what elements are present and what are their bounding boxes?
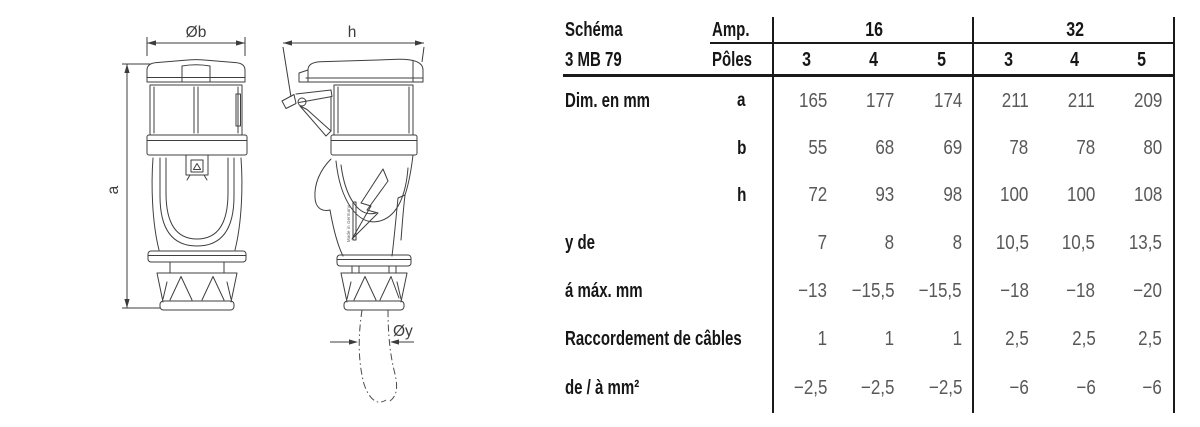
pole-header: 5 xyxy=(1137,49,1147,71)
table-cell: 78 xyxy=(1009,137,1029,159)
row-label: de / à mm² xyxy=(565,376,640,399)
table-cell: −2,5 xyxy=(793,376,828,399)
table-cell: 80 xyxy=(1143,137,1162,159)
table-cell: −13 xyxy=(798,279,828,302)
table-cell: 7 xyxy=(817,231,828,254)
row-label: y de xyxy=(565,231,596,254)
table-cell: 211 xyxy=(1001,89,1029,112)
row-label: Raccordement de câbles xyxy=(565,327,742,350)
pole-header: 4 xyxy=(869,49,879,71)
row-sublabel: b xyxy=(736,137,747,159)
table-cell: 98 xyxy=(943,184,962,206)
table-header-rule-thin xyxy=(710,42,1175,44)
schema-number: 3 MB 79 xyxy=(565,49,622,71)
table-cell: 1 xyxy=(952,327,962,350)
table-cell: 165 xyxy=(798,89,828,112)
table-cell: −18 xyxy=(999,279,1029,302)
table-cell: −20 xyxy=(1133,279,1162,302)
table-cell: 177 xyxy=(866,89,895,112)
row-sublabel xyxy=(710,267,773,315)
pole-header: 3 xyxy=(802,49,812,71)
table-cell: 13,5 xyxy=(1128,231,1162,254)
table-cell: −2,5 xyxy=(861,376,895,399)
table-cell: 211 xyxy=(1068,89,1096,112)
table-cell: −6 xyxy=(1009,376,1029,399)
side-view xyxy=(282,24,424,402)
table-cell: 100 xyxy=(1066,184,1096,206)
schema-title: Schéma xyxy=(565,19,623,41)
table-cell: −18 xyxy=(1066,279,1096,302)
table-cell: 1 xyxy=(885,327,895,350)
table-cell: −15,5 xyxy=(851,279,895,302)
dim-label-a: a xyxy=(105,185,122,195)
row-label xyxy=(563,125,710,172)
table-cell: −15,5 xyxy=(918,279,962,302)
table-cell: 78 xyxy=(1076,137,1096,159)
row-sublabel xyxy=(710,363,773,413)
dim-label-h: h xyxy=(347,24,357,41)
cable-outline xyxy=(359,310,386,402)
row-label: Dim. en mm xyxy=(565,89,651,112)
table-cell: 10,5 xyxy=(995,231,1029,254)
table-cell: 1 xyxy=(817,327,828,350)
table-cell: −6 xyxy=(1075,376,1096,399)
table-header-rule-thick xyxy=(563,74,1175,77)
table-cell: 2,5 xyxy=(1071,327,1096,350)
table-cell: 2,5 xyxy=(1005,327,1029,350)
front-view xyxy=(105,24,247,310)
lightning-bolt-icon xyxy=(352,169,388,239)
table-cell: 8 xyxy=(885,231,895,254)
row-sublabel: a xyxy=(737,90,746,111)
made-in-germany-marking: Made in Germany xyxy=(346,204,351,242)
row-sublabel xyxy=(710,219,773,267)
row-sublabel: h xyxy=(736,184,747,206)
table-cell: 100 xyxy=(1000,184,1029,206)
table-cell: 69 xyxy=(943,137,962,159)
table-cell: 209 xyxy=(1133,89,1162,112)
table-cell: 10,5 xyxy=(1062,231,1096,254)
pole-header: 5 xyxy=(936,49,946,71)
pole-header: 3 xyxy=(1003,49,1013,71)
table-cell: −6 xyxy=(1142,376,1162,399)
table-cell: 2,5 xyxy=(1138,327,1162,350)
poles-header: Pôles xyxy=(712,49,753,71)
table-cell: 68 xyxy=(875,137,895,159)
table-cell: 8 xyxy=(952,231,962,254)
table-cell: 108 xyxy=(1133,184,1162,206)
dimension-table xyxy=(563,17,1175,413)
table-cell: 72 xyxy=(808,184,828,206)
table-cell: 174 xyxy=(933,89,962,112)
table-cell: 93 xyxy=(875,184,895,206)
table-cell: −2,5 xyxy=(928,376,962,399)
row-label xyxy=(563,172,710,219)
amp-group-16: 16 xyxy=(865,19,883,41)
amp-header: Amp. xyxy=(712,19,750,41)
pole-header: 4 xyxy=(1070,49,1080,71)
dim-label-diameter-y: Øy xyxy=(393,323,413,340)
dim-label-diameter-b: Øb xyxy=(185,24,207,41)
table-cell: 55 xyxy=(808,137,828,159)
technical-drawing-svg xyxy=(0,0,560,427)
amp-group-32: 32 xyxy=(1066,19,1084,41)
row-label: á máx. mm xyxy=(565,279,643,302)
